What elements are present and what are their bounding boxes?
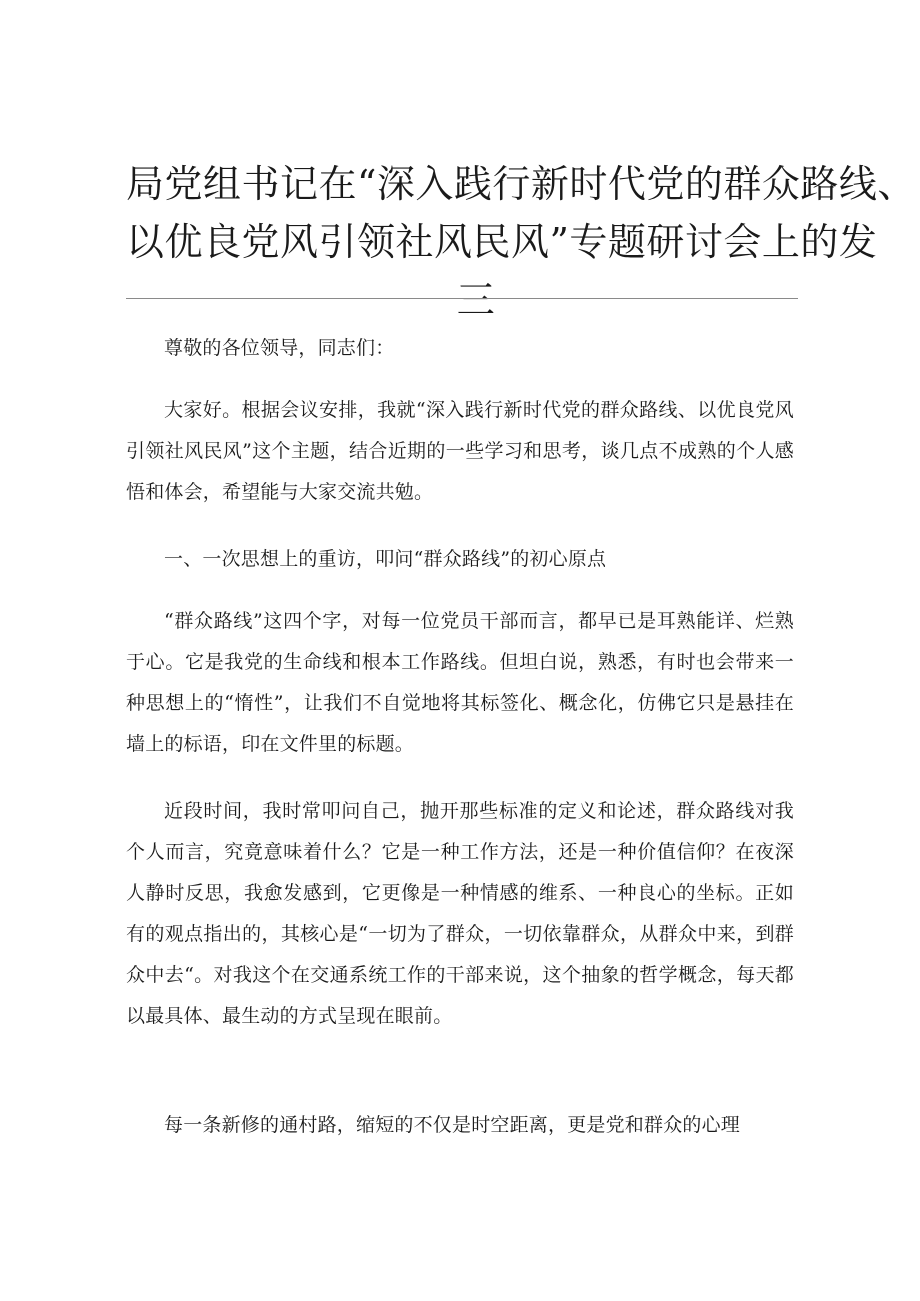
title-line-2: 以优良党风引领社风民风”专题研讨会上的发	[126, 220, 878, 264]
body-paragraph-2	[126, 791, 794, 1037]
section-heading: 一、一次思想上的重访，叩问“群众路线”的初心原点	[164, 548, 607, 570]
salutation	[126, 328, 794, 369]
title-line-3: 三	[456, 278, 496, 322]
title-divider	[126, 298, 798, 299]
paragraph: 每一条新修的通村路，缩短的不仅是时空距离，更是党和群众的心理	[164, 1114, 741, 1136]
body-paragraph-3	[126, 1105, 794, 1146]
title-line-1: 局党组书记在“深入践行新时代党的群众路线、	[126, 162, 916, 206]
paragraph-opening: 大家好。根据会议安排，我就“深入践行新时代党的群众路线、以优良党风引领社风民风”这个主题，结合近期的一些学习和思考，谈几点不成熟的个人感悟和体会，希望能与大家交流共勉。	[126, 399, 794, 503]
document-title	[126, 155, 916, 329]
body-paragraph-1	[126, 601, 794, 765]
section-heading-1	[126, 539, 794, 580]
paragraph-salutation: 尊敬的各位领导，同志们：	[164, 337, 395, 359]
paragraph: 近段时间，我时常叩问自己，抛开那些标准的定义和论述，群众路线对我个人而言，究竟意味着什么？它是一种工作方法，还是一种价值信仰？在夜深人静时反思，我愈发感到，它更像是一种情感的维系、一种良心的坐标。正如有的观点指出的，其核心是“一切为了群众，一切依靠群众，从群众中来，到群众中去“。对我这个在交通系统工作的干部来说，这个抽象的哲学概念，每天都以最具体、最生动的方式呈现在眼前。	[126, 800, 794, 1027]
opening-paragraph	[126, 390, 794, 513]
paragraph: “群众路线”这四个字，对每一位党员干部而言，都早已是耳熟能详、烂熟于心。它是我党的生命线和根本工作路线。但坦白说，熟悉，有时也会带来一种思想上的“惰性”，让我们不自觉地将其标签化、概念化，仿佛它只是悬挂在墙上的标语，印在文件里的标题。	[126, 610, 794, 755]
